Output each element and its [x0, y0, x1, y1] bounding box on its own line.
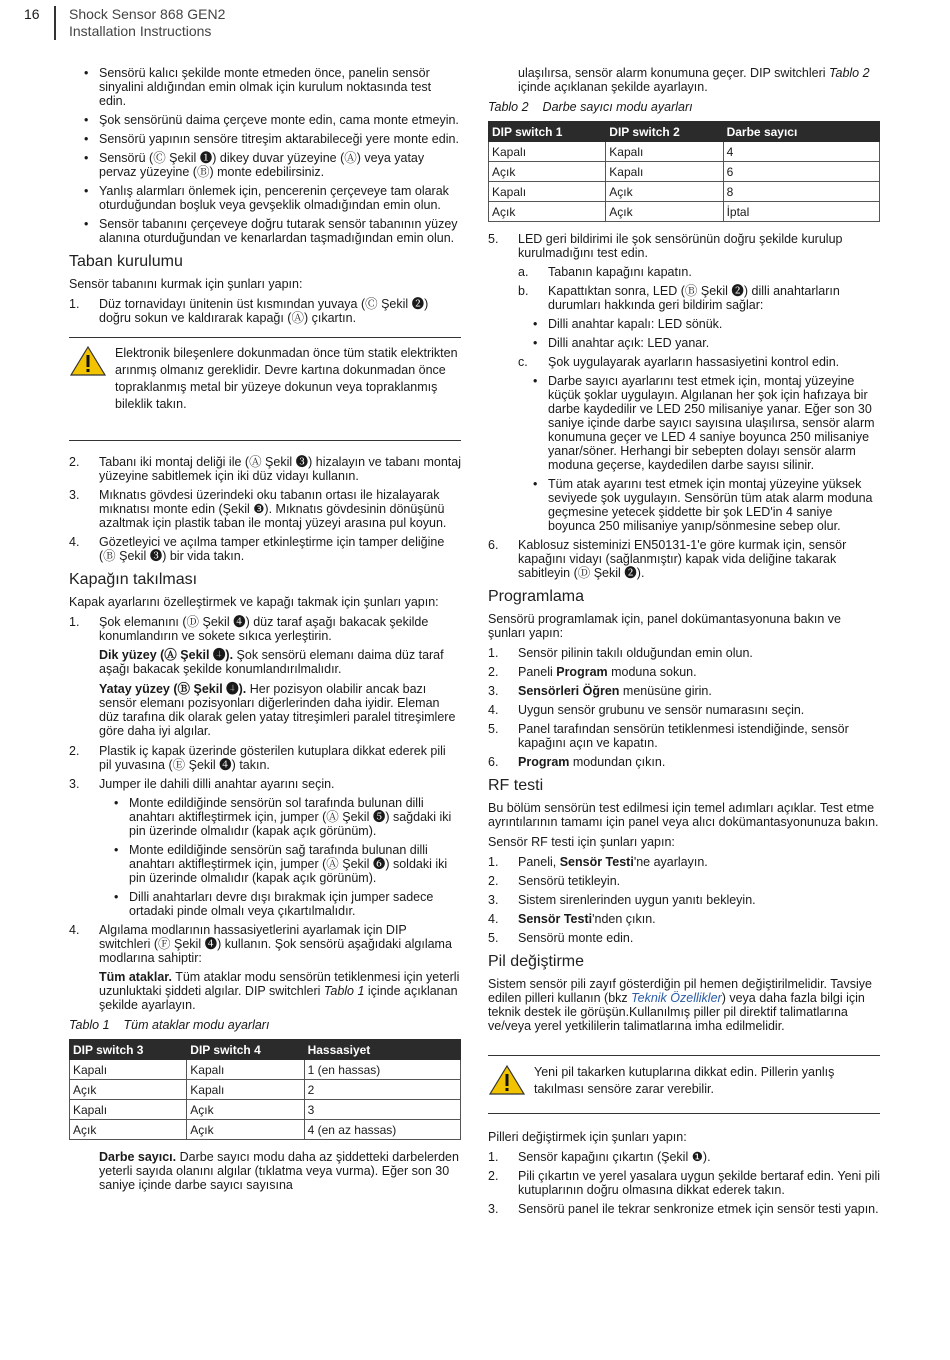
programlama-step: 2. Paneli Program moduna sokun.: [488, 665, 697, 679]
programlama-step: 6. Program modundan çıkın.: [488, 755, 666, 769]
kapak-heading: Kapağın takılması: [69, 571, 198, 588]
programlama-intro: Sensörü programlamak için, panel dokümantasyonuna bakın ve şunları yapın:: [488, 612, 841, 640]
jumper-bullet: • Monte edildiğinde sensörün sağ tarafında bulunan dilli anahtarı aktifleştirmek için, jumper (Ⓐ Şekil ❻) soldaki iki pin üzerinde olmalıdır (kapak açık görünüm).: [69, 843, 461, 885]
battery-warning-text: Yeni pil takarken kutuplarına dikkat edin. Pillerin yanlış takılması sensöre zarar verebilir.: [534, 1065, 835, 1096]
table-row: Kapalı Açık 3: [70, 1100, 461, 1120]
kapak-step: 6. Kablosuz sisteminizi EN50131-1'e göre kurmak için, sensör kapağını vidayı (sağlanmıştır) kapak vida deliğine takarak sabitleyin (Ⓓ Şekil ❷).: [488, 538, 847, 580]
kapak-step: 2. Plastik iç kapak üzerinde gösterilen kutuplara dikkat ederek pili pil yuvasına (Ⓔ Şekil ❹) takın.: [69, 744, 446, 772]
intro-bullet: • Sensör tabanını çerçeveye doğru tutarak sensör tabanının yüzey alanına oturduğundan ve kenarlardan taşmadığından emin olun.: [69, 217, 461, 245]
kapak-step: 3. Jumper ile dahili dilli anahtar ayarını seçin.: [69, 777, 335, 791]
kapak-step: 5. LED geri bildirimi ile şok sensörünün doğru şekilde kurulup kurulmadığını test edin.: [488, 232, 843, 260]
table1-caption: Tablo 1 Tüm ataklar modu ayarları: [69, 1018, 270, 1032]
static-warning-box: [69, 337, 461, 441]
taban-intro: Sensör tabanını kurmak için şunları yapın:: [69, 277, 303, 291]
warning-icon: [488, 1064, 534, 1099]
rf-step: 4. Sensör Testi'nden çıkın.: [488, 912, 656, 926]
kapak-intro: Kapak ayarlarını özelleştirmek ve kapağı takmak için şunları yapın:: [69, 595, 439, 609]
pil-step: 3. Sensörü panel ile tekrar senkronize etmek için sensör testi yapın.: [488, 1202, 879, 1216]
table2-caption: Tablo 2 Darbe sayıcı modu ayarları: [488, 100, 693, 114]
darbe-sayici-note: Darbe sayıcı. Darbe sayıcı modu daha az şiddetteki darbelerden yeterli sayıda olanını algılar (tıklatma veya vurma). Eğer son 30 saniye içinde darbe sayıcı sayısına: [99, 1150, 459, 1192]
tum-ataklar-note: Tüm ataklar. Tüm ataklar modu sensörün tetiklenmesi için yeterli uzunluktaki şiddeti algılar. DIP switchleri Tablo 1 içinde açıklanan şekilde ayarlayın.: [99, 970, 460, 1012]
table-row: Kapalı Açık 8: [489, 182, 880, 202]
table-row: Kapalı Kapalı 4: [489, 142, 880, 162]
table-header-row: [70, 1040, 461, 1060]
led-bullet: • Dilli anahtar kapalı: LED sönük.: [488, 317, 880, 331]
taban-step: 4. Gözetleyici ve açılma tamper etkinleştirme için tamper deliğine (Ⓑ Şekil ❸) bir vida takın.: [69, 535, 445, 563]
table1: [69, 1039, 461, 1140]
rf-intro: Bu bölüm sensörün test edilmesi için temel adımları açıklar. Test etme ayrıntılarının tamamı için panel veya alıcı dokümantasyonunuza bakın.: [488, 801, 879, 829]
intro-bullet: • Sensörü kalıcı şekilde monte etmeden önce, panelin sensör sinyalini aldığından emin olmak için kurulum noktasında test edin.: [69, 66, 461, 108]
pil-step: 2. Pili çıkartın ve yerel yasalara uygun şekilde bertaraf edin. Yeni pili kutuplarının doğru olmasına dikkat ederek takın.: [488, 1169, 881, 1197]
table-row: Açık Açık İptal: [489, 202, 880, 222]
intro-bullet: • Şok sensörünü daima çerçeve monte edin, cama monte etmeyin.: [69, 113, 461, 127]
table-row: Açık Açık 4 (en az hassas): [70, 1120, 461, 1140]
sub-step: b. Kapattıktan sonra, LED (Ⓑ Şekil ❷) dilli anahtarların durumları hakkında geri bildirim sağlar:: [518, 284, 840, 312]
pil-intro: Sistem sensör pili zayıf gösterdiğin pil hemen değiştirilmelidir. Tavsiye edilen pilleri kullanın (bkz Teknik Özellikler) veya daha fazla bilgi için teknik destek ile görüşün.Kullanılmış piller pil direktif talimatlarına ve/veya yerel yetkililerin talimatlarına imha edilmelidir.: [488, 977, 872, 1033]
rf-heading: RF testi: [488, 777, 544, 794]
taban-step: 2. Tabanı iki montaj deliği ile (Ⓐ Şekil ❸) hizalayın ve tabanı montaj yüzeyine sabitlemek için iki düz vidayı kullanın.: [69, 455, 461, 483]
rf-step: 2. Sensörü tetikleyin.: [488, 874, 621, 888]
table-header-cell: DIP switch 4: [187, 1040, 304, 1060]
table-row: Kapalı Kapalı 1 (en hassas): [70, 1060, 461, 1080]
taban-step: 3. Mıknatıs gövdesi üzerindeki oku tabanın ortası ile hizalayarak mıknatısı monte edin (Şekil ❸). Mıknatıs gövdesinin dönüşünü azaltmak için plastik taban ile montaj yüzeyi arasına pul koyun.: [69, 488, 447, 530]
darbe-sayici-cont: ulaşılırsa, sensör alarm konumuna geçer. DIP switchleri Tablo 2 içinde açıklanan şekilde ayarlayın.: [518, 66, 870, 94]
kapak-step: 1. Şok elemanını (Ⓓ Şekil ❹) düz taraf aşağı bakacak şekilde konumlandırın ve sokete sıkıca yerleştirin.: [69, 615, 429, 643]
static-warning-text: Elektronik bileşenlere dokunmadan önce tüm statik elektrikten arınmış olmanız gereklidir. Devre kartına dokunmadan önce topraklanmış metal bir yüzeye dokunun veya topraklanmış bileklik takın.: [115, 346, 458, 411]
programlama-step: 3. Sensörleri Öğren menüsüne girin.: [488, 684, 712, 698]
left-column: [69, 66, 461, 1198]
warning-icon: [69, 345, 115, 413]
table-header-cell: DIP switch 3: [70, 1040, 187, 1060]
rf-step: 5. Sensörü monte edin.: [488, 931, 634, 945]
taban-step: 1. Düz tornavidayı ünitenin üst kısmından yuvaya (Ⓒ Şekil ❷) doğru sokun ve kaldırarak kapağı (Ⓐ) çıkartın.: [69, 297, 429, 325]
kapak-step: 4. Algılama modlarının hassasiyetlerini ayarlamak için DIP switchleri (Ⓕ Şekil ❹) kullanın. Şok sensörü aşağıdaki algılama modlarına sahiptir:: [69, 923, 452, 965]
header-divider: [54, 6, 56, 40]
intro-bullet: • Yanlış alarmları önlemek için, pencerenin çerçeveye tam olarak oturduğundan boşluk veya gevşeklik olmadığından emin olun.: [69, 184, 461, 212]
programlama-step: 1. Sensör pilinin takılı olduğundan emin olun.: [488, 646, 753, 660]
rf-step: 1. Paneli, Sensör Testi'ne ayarlayın.: [488, 855, 708, 869]
programlama-step: 5. Panel tarafından sensörün tetiklenmesi istendiğinde, sensör kapağını açın ve kapatın.: [488, 722, 849, 750]
intro-bullet: • Sensörü yapının sensöre titreşim aktarabileceği yere monte edin.: [69, 132, 461, 146]
pil-intro2: Pilleri değiştirmek için şunları yapın:: [488, 1130, 687, 1144]
test-bullet: • Tüm atak ayarını test etmek için montaj yüzeyine yüksek seviyede şok uygulayın. Sensörün tüm atak alarm moduna geçmesine yetecek şiddette bir şok LED'in 4 saniye boyunca 250 milisaniye yanıp/sönmesine sebep olur.: [488, 477, 880, 533]
sub-step: a. Tabanın kapağını kapatın.: [518, 265, 692, 279]
page-number: 16: [24, 6, 40, 22]
right-column: [488, 66, 880, 1221]
rf-step: 3. Sistem sirenlerinden uygun yanıtı bekleyin.: [488, 893, 756, 907]
intro-bullet: • Sensörü (Ⓒ Şekil ❶) dikey duvar yüzeyine (Ⓐ) veya yatay pervaz yüzeyine (Ⓑ) monte edebilirsiniz.: [69, 151, 461, 179]
table-header-cell: Hassasiyet: [304, 1040, 460, 1060]
teknik-ozellikler-link[interactable]: Teknik Özellikler: [631, 991, 722, 1005]
programlama-step: 4. Uygun sensör grubunu ve sensör numarasını seçin.: [488, 703, 805, 717]
header-doc-type: Installation Instructions: [69, 23, 212, 39]
rf-intro2: Sensör RF testi için şunları yapın:: [488, 835, 675, 849]
pil-step: 1. Sensör kapağını çıkartın (Şekil ❶).: [488, 1150, 711, 1164]
page-header: [69, 6, 225, 40]
taban-heading: Taban kurulumu: [69, 253, 183, 270]
table-header-row: [489, 122, 880, 142]
sub-step: c. Şok uygulayarak ayarların hassasiyetini kontrol edin.: [518, 355, 840, 369]
programlama-heading: Programlama: [488, 588, 585, 605]
table-header-cell: Darbe sayıcı: [723, 122, 879, 142]
dik-yuzey-note: Dik yüzey (Ⓐ Şekil ❹). Şok sensörü elemanı daima düz taraf aşağı bakacak şekilde konumlandırılmalıdır.: [99, 648, 444, 676]
table2: [488, 121, 880, 222]
led-bullet: • Dilli anahtar açık: LED yanar.: [488, 336, 880, 350]
header-product: Shock Sensor 868 GEN2: [69, 6, 226, 22]
table-row: Açık Kapalı 6: [489, 162, 880, 182]
jumper-bullet: • Monte edildiğinde sensörün sol tarafında bulunan dilli anahtarı aktifleştirmek için, jumper (Ⓐ Şekil ❺) sağdaki iki pin üzerinde olmalıdır (kapak açık görünüm).: [69, 796, 461, 838]
pil-heading: Pil değiştirme: [488, 953, 585, 970]
battery-warning-box: [488, 1055, 880, 1114]
table-row: Açık Kapalı 2: [70, 1080, 461, 1100]
table-header-cell: DIP switch 1: [489, 122, 606, 142]
test-bullet: • Darbe sayıcı ayarlarını test etmek için, montaj yüzeyine küçük şoklar uygulayın. Algılanan her şok için hafızaya bir darbe kaydedilir ve LED 250 milisaniye yanar. Eğer son 30 saniye içinde darbe sayıcı sayısına ulaşılırsa, sensör alarm konumuna geçer ve LED 4 saniye boyunca 250 milisaniye yanar/söner. Herhangi bir sebepten dolayı sensör alarm moduna geçerse, kaydedilen darbe sayısı silinir.: [488, 374, 880, 472]
jumper-bullet: • Dilli anahtarları devre dışı bırakmak için jumper sadece ortadaki pinde olmalı veya çıkartılmalıdır.: [69, 890, 461, 918]
table-header-cell: DIP switch 2: [606, 122, 723, 142]
yatay-yuzey-note: Yatay yüzey (Ⓑ Şekil ❹). Her pozisyon olabilir ancak bazı sensör elemanı pozisyonları diğerlerinden daha iyidir. Eleman düz tarafına dik olarak gelen yatay titreşimleri paralel titreşimlere göre daha iyi algılar.: [99, 682, 456, 738]
